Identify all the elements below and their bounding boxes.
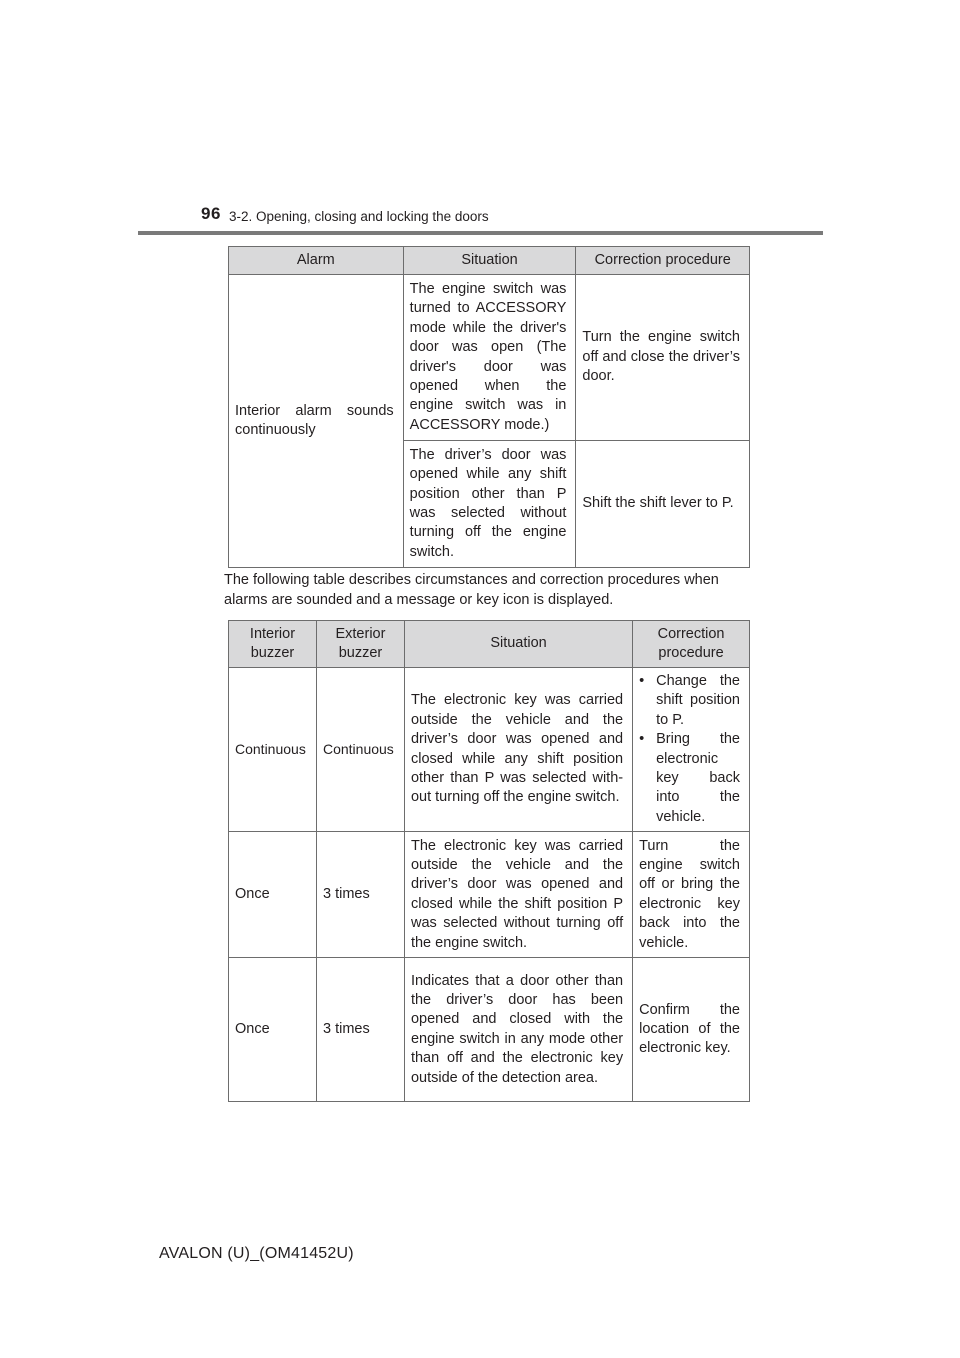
section-title: 3-2. Opening, closing and locking the doors xyxy=(229,209,489,224)
exterior-buzzer-cell: 3 times xyxy=(316,832,404,958)
interior-buzzer-cell: Continuous xyxy=(229,668,317,832)
situation-cell: The driver’s door was opened while any shift position other than P was selected without turning off the engine switch. xyxy=(403,441,576,568)
situation-cell: The electronic key was carried outside the vehicle and the driver’s door was opened and closed while any shift position other than P was selected with-out turning off the engine switch. xyxy=(404,668,632,832)
intro-paragraph: The following table describes circumstances and correction procedures when alarms are sounded and a message or key icon is displayed. xyxy=(224,572,719,608)
interior-buzzer-cell: Once xyxy=(229,832,317,958)
list-item: • Change the shift position to P. xyxy=(639,672,740,730)
situation-cell: The electronic key was carried outside the vehicle and the driver’s door was opened and closed while the shift position P was selected without turning off the engine switch. xyxy=(404,832,632,958)
column-header-situation: Situation xyxy=(403,247,576,275)
table-header-row xyxy=(229,247,750,275)
page-number: 96 xyxy=(201,204,221,223)
column-header-correction: Correction procedure xyxy=(633,621,750,668)
exterior-buzzer-cell: Continuous xyxy=(316,668,404,832)
column-header-situation: Situation xyxy=(404,621,632,668)
header-rule xyxy=(138,231,823,235)
table-row xyxy=(229,668,750,832)
table-header-row xyxy=(229,621,750,668)
alarm-table xyxy=(228,246,750,568)
footer-model-code: AVALON (U)_(OM41452U) xyxy=(159,1245,354,1262)
correction-cell: Shift the shift lever to P. xyxy=(576,441,750,568)
column-header-alarm: Alarm xyxy=(229,247,404,275)
table-row xyxy=(229,958,750,1102)
column-header-correction: Correction procedure xyxy=(576,247,750,275)
column-header-interior-buzzer: Interior buzzer xyxy=(229,621,317,668)
table-row xyxy=(229,832,750,958)
column-header-exterior-buzzer: Exterior buzzer xyxy=(316,621,404,668)
exterior-buzzer-cell: 3 times xyxy=(316,958,404,1102)
correction-list xyxy=(639,672,740,827)
table-row xyxy=(229,275,750,441)
list-item: • Bring the electronic key back into the vehicle. xyxy=(639,730,740,827)
alarm-cell: Interior alarm sounds continuously xyxy=(229,275,404,568)
correction-cell: Confirm the location of the electronic key. xyxy=(633,958,750,1102)
situation-cell: The engine switch was turned to ACCESSORY mode while the driver's door was open (The driver's door was opened when the engine switch was in ACCESSORY mode.) xyxy=(403,275,576,441)
situation-cell: Indicates that a door other than the driver’s door has been opened and closed with the engine switch in any mode other than off and the electronic key outside of the detection area. xyxy=(404,958,632,1102)
correction-cell: Turn the engine switch off and close the driver’s door. xyxy=(576,275,750,441)
buzzer-table xyxy=(228,620,750,1102)
correction-cell xyxy=(633,668,750,832)
interior-buzzer-cell: Once xyxy=(229,958,317,1102)
correction-cell: Turn the engine switch off or bring the electronic key back into the vehicle. xyxy=(633,832,750,958)
